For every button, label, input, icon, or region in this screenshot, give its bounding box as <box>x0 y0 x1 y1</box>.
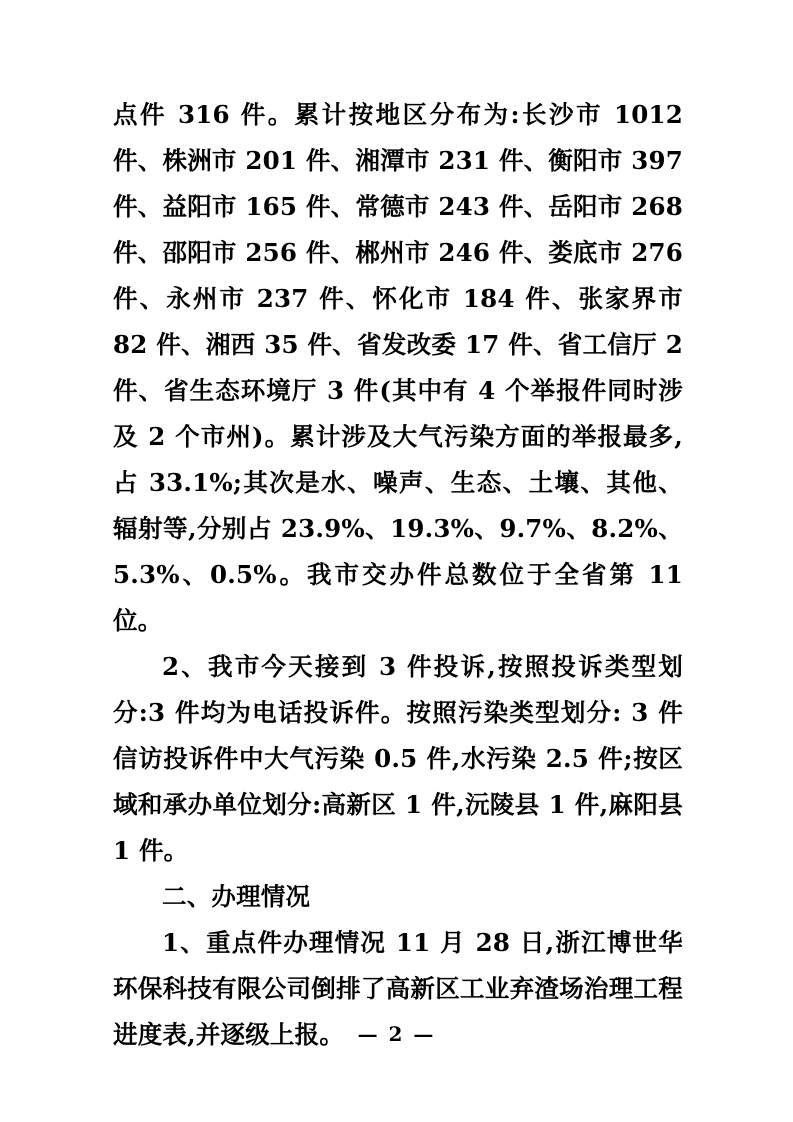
document-body <box>113 92 683 1058</box>
paragraph-statistics: 点件 316 件。累计按地区分布为:长沙市 1012 件、株洲市 201 件、湘潭市 231 件、衡阳市 397 件、益阳市 165 件、常德市 243 件、岳阳市 268 件、邵阳市 256 件、郴州市 246 件、娄底市 276 件、永州市 237 件、怀化市 184 件、张家界市 82 件、湘西 35 件、省发改委 17 件、省工信厅 2 件、省生态环境厅 3 件(其中有 4 个举报件同时涉及 2 个市州)。累计涉及大气污染方面的举报最多,占 33.1%;其次是水、噪声、生态、土壤、其他、辐射等,分别占 23.9%、19.3%、9.7%、8.2%、5.3%、0.5%。我市交办件总数位于全省第 11 位。 <box>113 100 683 635</box>
paragraph-complaints: 2、我市今天接到 3 件投诉,按照投诉类型划分:3 件均为电话投诉件。按照污染类型划分: 3 件信访投诉件中大气污染 0.5 件,水污染 2.5 件;按区域和承办单位划分:高新区 1 件,沅陵县 1 件,麻阳县 1 件。 <box>113 652 683 865</box>
section-heading-handling: 二、办理情况 <box>162 882 311 911</box>
paragraph-key-case-handling: 1、重点件办理情况 11 月 28 日,浙江博世华环保科技有限公司倒排了高新区工业弃渣场治理工程进度表,并逐级上报。 <box>113 928 683 1049</box>
page-number: — 2 — <box>357 1022 436 1046</box>
